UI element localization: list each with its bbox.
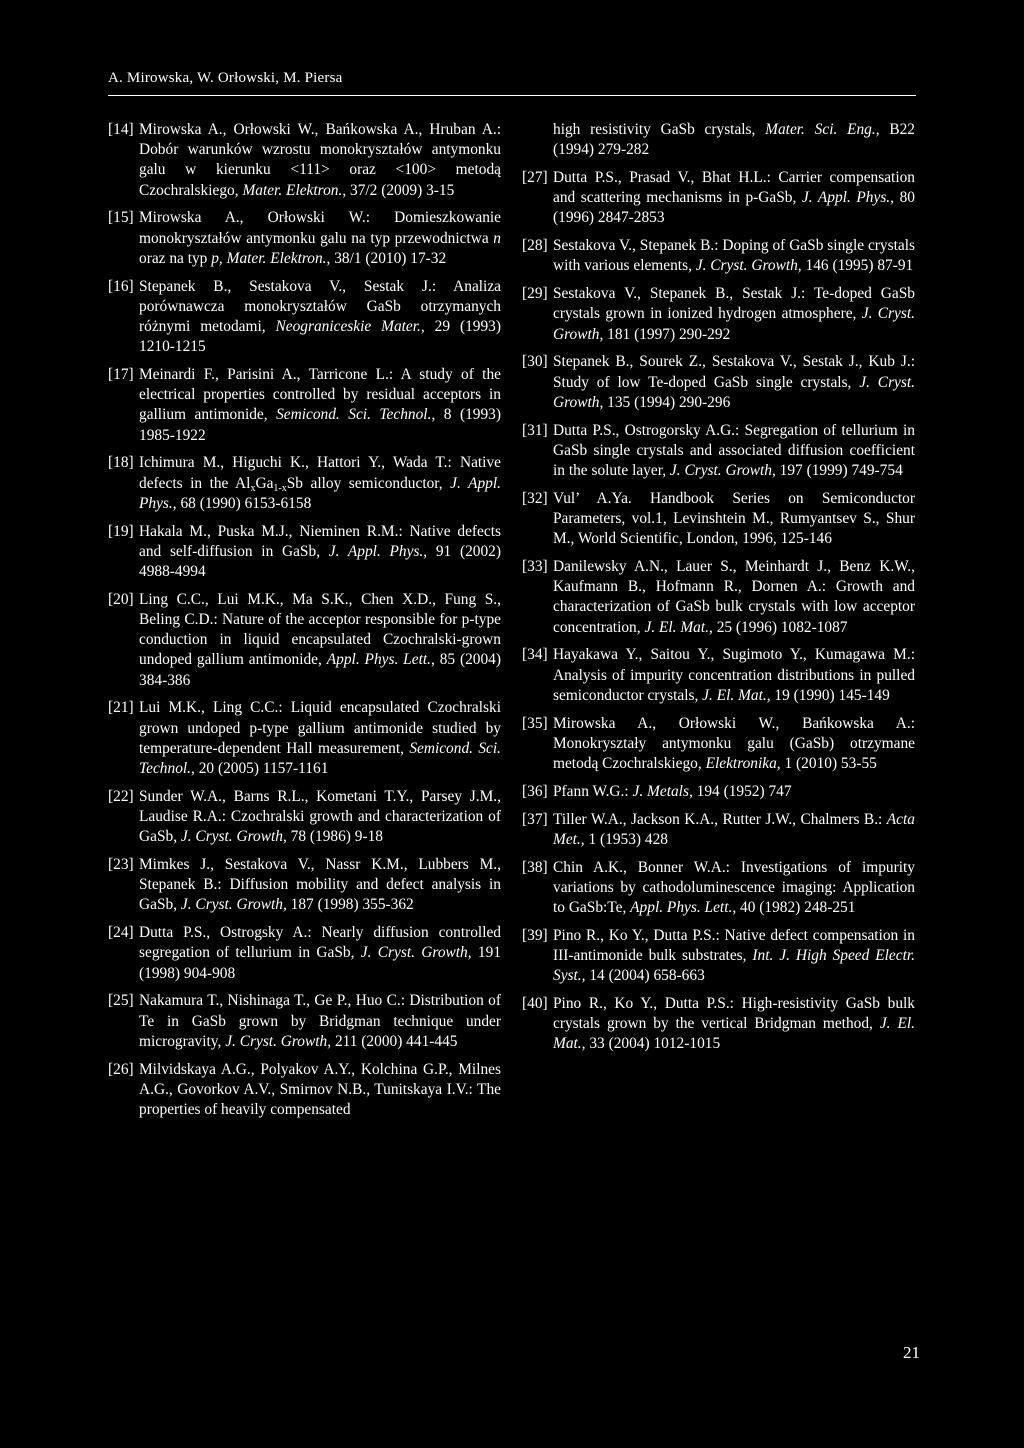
reference-text: Stepanek B., Sestakova V., Sestak J.: Analiza porównawcza monokryształów GaSb otrzymanych różnymi metodami, [139,277,501,336]
reference-number: [27] [522,169,548,186]
reference-text: Stepanek B., Sourek Z., Sestakova V., Sestak J., Kub J.: Study of low Te-doped GaSb single crystals, [553,353,915,391]
reference-text: Lui M.K., Ling C.C.: Liquid encapsulated Czochralski grown undoped p-type gallium antimonide studied by temperature-dependent Hall measurement, [139,699,501,757]
reference-number: [15] [108,209,134,227]
reference-number: [29] [522,285,548,303]
reference-number: [17] [108,366,134,384]
reference-italic-text: Int. J. High Speed Electr. Syst., [553,947,915,985]
reference-text: 181 (1997) 290-292 [603,325,731,343]
reference-text: Mirowska A., Orłowski W., Bańkowska A.: Monokryształy antymonku galu (GaSb) otrzymane metodą Czochralskiego, [553,714,915,773]
reference-text: Ichimura M., Higuchi K., Hattori Y., Wada T.: Native defects in the Al [139,454,501,492]
reference-italic-text: Semicond. Sci. Technol. [139,739,501,778]
reference-item [522,352,915,413]
reference-number: [24] [108,924,134,942]
reference-text: 1 (1953) 428 [584,830,668,848]
reference-text: Mimkes J., Sestakova V., Nassr K.M., Lubbers M., Stepanek B.: Diffusion mobility and defect analysis in GaSb, [139,856,501,914]
reference-italic-text: Appl. Phys. Lett. [326,651,431,669]
reference-text: Milvidskaya A.G., Polyakov A.Y., Kolchina G.P., Milnes A.G., Govorkov A.V., Smirnov N.B., Tunitskaya I.V.: The properties of heavily compensated [139,1060,501,1119]
reference-body [553,236,915,276]
reference-text: Sestakova V., Stepanek B., Sestak J.: Te-doped GaSb crystals grown in ionized hydrogen atmosphere, [553,285,915,323]
reference-text: Sb alloy semiconductor, [286,474,451,492]
header-rule [108,95,916,96]
reference-body [553,714,915,775]
running-header: A. Mirowska, W. Orłowski, M. Piersa [108,70,343,86]
reference-text: Ling C.C., Lui M.K., Ma S.K., Chen X.D., Fung S., Beling C.D.: Nature of the acceptor responsible for p-type conduction in liquid encapsulated Czochralski-grown undoped gallium antimonide, [139,590,501,669]
reference-item [108,365,501,446]
reference-italic-text: J. Appl. Phys. [801,189,891,207]
reference-body [139,590,501,691]
reference-text: , 68 (1990) 6153-6158 [172,494,312,512]
reference-number: [21] [108,699,134,717]
reference-text: , 85 (2004) 384-386 [139,651,502,689]
reference-italic-text: J. Appl. Phys. [139,474,502,512]
reference-italic-text: J. El. Mat. [644,618,709,636]
reference-text: , B22 (1994) 279-282 [553,121,915,159]
reference-italic-text: Appl. Phys. Lett., [630,899,737,917]
reference-text: high resistivity GaSb crystals, [553,121,766,138]
reference-italic-text: J. Cryst. Growth, [360,944,472,962]
reference-number: [30] [522,353,548,371]
reference-number: [33] [522,558,548,576]
reference-body [553,782,915,802]
reference-body [553,858,915,919]
reference-italic-text: J. Cryst. Growth, [180,896,287,914]
reference-item [522,168,915,229]
reference-text: Dutta P.S., Ostrogsky A.: Nearly diffusion controlled segregation of tellurium in GaSb, [139,924,501,962]
reference-text: Danilewsky A.N., Lauer S., Meinhardt J., Benz K.W., Kaufmann B., Hofmann R., Dornen A.: Growth and characterization of GaSb bulk crystals with low acceptor concentration, [553,558,915,636]
reference-body [553,645,915,706]
reference-continuation [553,120,915,160]
reference-italic-text: J. Cryst. Growth, [695,257,802,275]
reference-body [139,855,501,916]
reference-number: [37] [522,810,548,828]
reference-body [139,1060,501,1121]
reference-item [108,923,501,984]
reference-italic-text: Mater. Elektron. [242,181,343,199]
reference-number: [18] [108,454,134,472]
reference-italic-text: J. Appl. Phys. [328,542,424,560]
reference-body [553,489,915,550]
reference-italic-text: n [493,229,501,247]
reference-italic-text: J. Metals, [632,782,693,800]
page-number: 21 [903,1343,920,1362]
reference-italic-text: J. Cryst. Growth, [225,1032,332,1050]
reference-body [553,352,915,413]
reference-body [139,453,501,514]
reference-text: Chin A.K., Bonner W.A.: Investigations of impurity variations by cathodoluminescence imaging: Application to GaSb:Te, [553,858,915,917]
reference-text: Hakala M., Puska M.J., Nieminen R.M.: Native defects and self-diffusion in GaSb, [139,522,501,560]
reference-item [522,994,915,1055]
reference-number: [35] [522,714,548,732]
reference-item [522,645,915,706]
reference-text: 194 (1952) 747 [692,782,792,800]
reference-item [108,991,501,1052]
reference-text: 19 (1990) 145-149 [770,686,890,704]
reference-item [522,714,915,775]
reference-body [553,284,915,345]
reference-italic-text: J. Cryst. Growth, [553,305,915,343]
reference-number: [39] [522,926,548,944]
reference-text: Pino R., Ko Y., Dutta P.S.: High-resistivity GaSb bulk crystals grown by the vertical Bridgman method, [553,995,915,1033]
reference-body [139,208,501,269]
reference-number: [16] [108,277,134,295]
reference-text: 1 (2010) 53-55 [780,755,877,773]
reference-text: Tiller W.A., Jackson K.A., Rutter J.W., Chalmers B.: [553,810,887,828]
reference-item [108,590,501,691]
reference-italic-text: Neograniceskie Mater. [275,318,421,336]
reference-item [522,810,915,850]
reference-text: 146 (1995) 87-91 [801,257,914,275]
reference-italic-text: J. El. Mat., [553,1015,915,1053]
reference-italic-text: Acta Met., [553,810,915,848]
reference-subscript: x [250,482,256,494]
reference-body [139,698,501,779]
reference-text: , 8 (1993) 1985-1922 [139,406,501,444]
reference-number: [31] [522,421,548,439]
reference-italic-text: Mater. Sci. Eng. [765,121,876,138]
reference-text: Pfann W.G.: [553,782,633,800]
reference-item [522,421,915,482]
reference-body [553,994,915,1055]
reference-item [522,858,915,919]
reference-body [553,810,915,850]
reference-body [553,557,915,638]
reference-number: [14] [108,121,134,138]
reference-text: Vul’ A.Ya. Handbook Series on Semiconductor Parameters, vol.1, Levinshtein M., Rumyantsev S., Shur M., World Scientific, London, 1996, 125-146 [553,489,915,548]
reference-item [108,1060,501,1121]
reference-number: [28] [522,237,548,255]
reference-number: [22] [108,787,134,805]
reference-text: Mirowska A., Orłowski W.: Domieszkowanie monokryształów antymonku galu na typ przewodnictwa [139,209,501,247]
reference-item [108,698,501,779]
references-right-column [522,120,915,1062]
reference-text: oraz na typ [139,249,212,267]
reference-text: , 29 (1993) 1210-1215 [139,318,501,356]
reference-body [139,522,501,583]
reference-text: , 20 (2005) 1157-1161 [191,760,329,778]
reference-text: 33 (2004) 1012-1015 [585,1035,721,1053]
reference-text: Sestakova V., Stepanek B.: Doping of GaSb single crystals with various elements, [553,237,915,275]
reference-item [108,120,501,201]
reference-number: [34] [522,646,548,664]
reference-item [108,453,501,514]
reference-text: Sunder W.A., Barns R.L., Kometani T.Y., Parsey J.M., Laudise R.A.: Czochralski growth and characterization of GaSb, [139,787,501,846]
reference-body [139,365,501,446]
reference-text: , 80 (1996) 2847-2853 [553,189,915,227]
reference-item [522,926,915,987]
reference-text: 187 (1998) 355-362 [286,896,414,914]
reference-item [108,787,501,848]
reference-item [522,236,915,276]
references-left-column [108,120,501,1128]
reference-number: [40] [522,995,548,1013]
reference-number: [32] [522,489,548,507]
reference-italic-text: Elektronika, [705,755,781,773]
reference-item [522,284,915,345]
reference-italic-text: J. Cryst. Growth, [180,828,287,846]
reference-number: [38] [522,858,548,876]
reference-text: , [218,249,227,267]
reference-item [108,522,501,583]
reference-text: Nakamura T., Nishinaga T., Ge P., Huo C.: Distribution of Te in GaSb grown by Bridgman technique under microgravity, [139,992,501,1050]
reference-text: 14 (2004) 658-663 [585,967,705,985]
reference-item [108,208,501,269]
reference-item [522,489,915,550]
reference-italic-text: Semicond. Sci. Technol. [276,406,432,424]
reference-text: , 25 (1996) 1082-1087 [709,618,848,636]
reference-number: [19] [108,522,134,540]
reference-text: , 91 (2002) 4988-4994 [139,542,502,581]
reference-text: 135 (1994) 290-296 [603,393,731,411]
reference-text: , 38/1 (2010) 17-32 [326,249,447,267]
reference-item [522,557,915,638]
reference-body [139,923,501,984]
reference-text: 40 (1982) 248-251 [736,899,856,917]
reference-body [553,168,915,229]
reference-text: 78 (1986) 9-18 [286,828,383,846]
reference-body [139,787,501,848]
reference-number: [26] [108,1060,134,1078]
reference-item [108,855,501,916]
reference-body [139,120,501,201]
reference-number: [36] [522,782,548,800]
reference-text: , 37/2 (2009) 3-15 [342,181,455,199]
reference-number: [23] [108,856,134,874]
reference-number: [25] [108,992,134,1010]
reference-body [553,421,915,482]
reference-text: Ga [255,474,274,492]
reference-text: Meinardi F., Parisini A., Tarricone L.: A study of the electrical properties controlled by residual acceptors in gallium antimonide, [139,366,501,424]
reference-body [139,991,501,1052]
reference-text: Dutta P.S., Ostrogorsky A.G.: Segregation of tellurium in GaSb single crystals and associated diffusion coefficient in the solute layer, [553,421,915,480]
reference-item [108,277,501,358]
reference-item [522,782,915,802]
reference-italic-text: p [211,249,219,267]
reference-body [139,277,501,358]
reference-text: Mirowska A., Orłowski W., Bańkowska A., Hruban A.: Dobór warunków wzrostu monokryształów antymonku galu w kierunku <111> oraz <100> metodą Czochralskiego, [139,121,501,199]
reference-italic-text: Mater. Elektron. [226,249,327,267]
reference-text: Hayakawa Y., Saitou Y., Sugimoto Y., Kumagawa M.: Analysis of impurity concentration distributions in pulled semiconductor crystals, [553,646,915,704]
reference-text: 191 (1998) 904-908 [139,944,502,982]
reference-text: Pino R., Ko Y., Dutta P.S.: Native defect compensation in III-antimonide bulk substrates, [553,926,915,965]
reference-italic-text: J. Cryst. Growth, [669,462,776,480]
reference-italic-text: J. Cryst. Growth, [553,373,915,411]
reference-italic-text: J. El. Mat., [702,686,771,704]
reference-body [553,926,915,987]
reference-number: [20] [108,590,134,608]
reference-subscript: 1-x [273,482,287,494]
reference-text: 197 (1999) 749-754 [775,462,903,480]
reference-text: 211 (2000) 441-445 [331,1032,458,1050]
reference-text: Dutta P.S., Prasad V., Bhat H.L.: Carrier compensation and scattering mechanisms in p-GaSb, [553,169,915,207]
